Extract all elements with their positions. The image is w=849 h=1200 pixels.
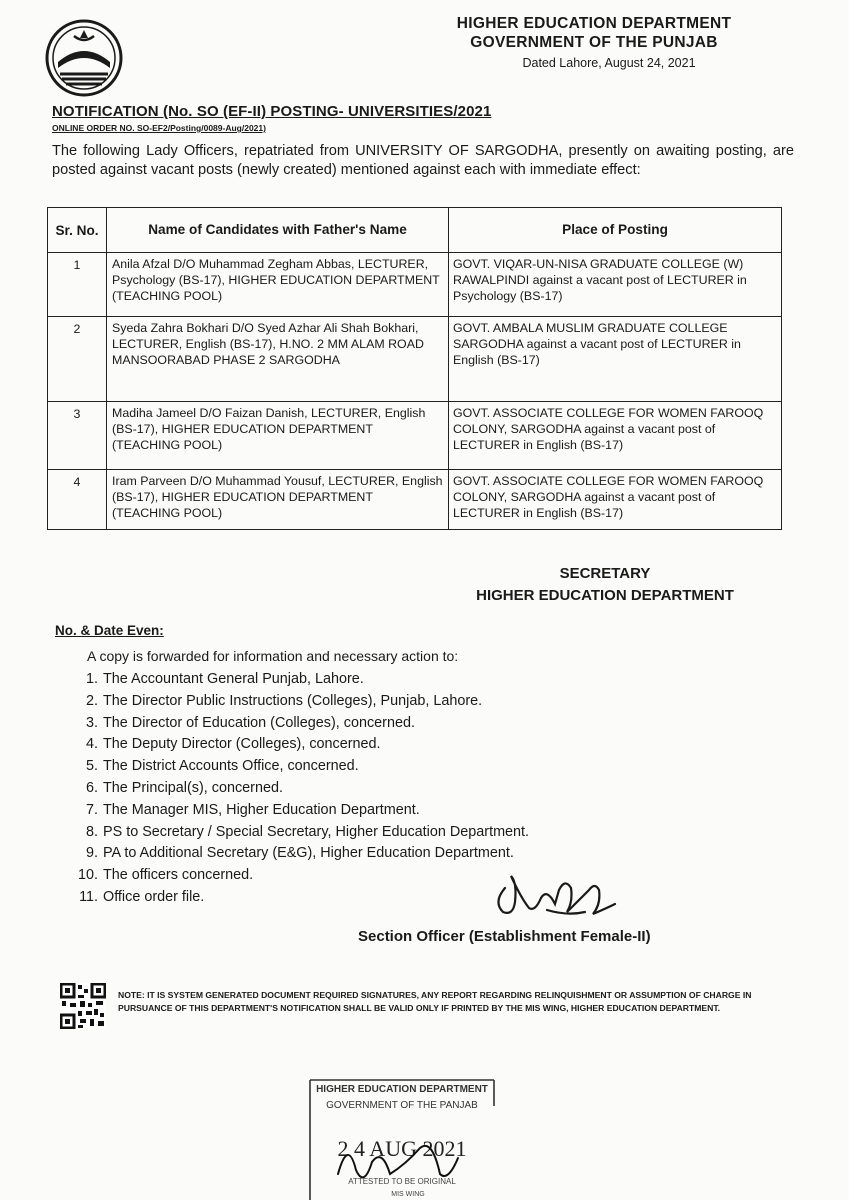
list-item-number: 7. <box>85 801 98 818</box>
row-sr-no: 3 <box>48 402 107 470</box>
letterhead <box>360 14 828 74</box>
department-name: HIGHER EDUCATION DEPARTMENT <box>456 15 732 32</box>
list-item <box>72 713 529 735</box>
list-item <box>72 887 529 909</box>
list-item-text: The Director Public Instructions (Colleges), Punjab, Lahore. <box>103 692 483 709</box>
list-item-text: PA to Additional Secretary (E&G), Higher Education Department. <box>103 845 514 862</box>
handwritten-signature <box>485 868 635 926</box>
table-row <box>48 317 782 402</box>
row-sr-no: 2 <box>48 317 107 402</box>
list-item-text: The Deputy Director (Colleges), concerned. <box>103 736 381 753</box>
secretary-block <box>440 563 770 607</box>
intro-paragraph: The following Lady Officers, repatriated from UNIVERSITY OF SARGODHA, presently on awaiting posting, are posted against vacant posts (newly created) mentioned against each with immediate effect: <box>52 143 794 178</box>
qr-code-icon <box>60 983 106 1029</box>
row-sr-no: 1 <box>48 253 107 317</box>
row-sr-no: 4 <box>48 470 107 530</box>
list-item <box>72 843 529 865</box>
table-row <box>48 253 782 317</box>
row-candidate-name: Iram Parveen D/O Muhammad Yousuf, LECTURER, English (BS-17), HIGHER EDUCATION DEPARTMENT (TEACHING POOL) <box>107 470 449 530</box>
list-item-number: 2. <box>85 692 98 709</box>
government-name: GOVERNMENT OF THE PUNJAB <box>470 34 718 51</box>
list-item-text: The Director of Education (Colleges), concerned. <box>103 714 415 731</box>
stamp-line-2: GOVERNMENT OF THE PANJAB <box>326 1100 478 1111</box>
list-item <box>72 800 529 822</box>
table-row <box>48 402 782 470</box>
list-item <box>72 778 529 800</box>
stamp-line-5: MIS WING <box>391 1191 425 1198</box>
list-item-number: 4. <box>85 736 98 753</box>
list-item-number: 9. <box>85 845 98 862</box>
notification-title: NOTIFICATION (No. SO (EF-II) POSTING- UNIVERSITIES/2021 <box>52 103 492 120</box>
list-item <box>72 756 529 778</box>
table-row <box>48 470 782 530</box>
row-place-of-posting: GOVT. ASSOCIATE COLLEGE FOR WOMEN FAROOQ COLONY, SARGODHA against a vacant post of LECTURER in English (BS-17) <box>449 470 782 530</box>
row-candidate-name: Madiha Jameel D/O Faizan Danish, LECTURER, English (BS-17), HIGHER EDUCATION DEPARTMENT (TEACHING POOL) <box>107 402 449 470</box>
list-item-number: 3. <box>85 714 98 731</box>
stamp-date: 2 4 AUG 2021 <box>337 1136 467 1161</box>
list-item-number: 1. <box>85 671 98 687</box>
list-item-text: PS to Secretary / Special Secretary, Higher Education Department. <box>103 823 530 840</box>
list-item-text: The District Accounts Office, concerned. <box>103 758 359 775</box>
row-place-of-posting: GOVT. VIQAR-UN-NISA GRADUATE COLLEGE (W) RAWALPINDI against a vacant post of LECTURER in Psychology (BS-17) <box>449 253 782 317</box>
list-item-text: Office order file. <box>103 888 205 905</box>
row-place-of-posting: GOVT. ASSOCIATE COLLEGE FOR WOMEN FAROOQ COLONY, SARGODHA against a vacant post of LECTURER in English (BS-17) <box>449 402 782 470</box>
list-item-number: 5. <box>85 758 98 775</box>
row-candidate-name: Anila Afzal D/O Muhammad Zegham Abbas, LECTURER, Psychology (BS-17), HIGHER EDUCATION DEPARTMENT (TEACHING POOL) <box>107 253 449 317</box>
list-item-text: The Principal(s), concerned. <box>103 779 283 796</box>
list-item <box>72 865 529 887</box>
list-item-number: 6. <box>85 779 98 796</box>
punjab-government-logo <box>44 18 124 98</box>
stamp-line-1: HIGHER EDUCATION DEPARTMENT <box>316 1084 488 1095</box>
table-header-row <box>48 208 782 253</box>
list-item <box>72 734 529 756</box>
list-item <box>72 822 529 844</box>
row-candidate-name: Syeda Zahra Bokhari D/O Syed Azhar Ali Shah Bokhari, LECTURER, English (BS-17), H.NO. 2 MM ALAM ROAD MANSOORABAD PHASE 2 SARGODHA <box>107 317 449 402</box>
list-item-text: The Accountant General Punjab, Lahore. <box>103 671 364 687</box>
list-item <box>72 669 529 691</box>
secretary-department: HIGHER EDUCATION DEPARTMENT <box>476 587 734 604</box>
dated-line: Dated Lahore, August 24, 2021 <box>522 56 696 70</box>
no-date-even: No. & Date Even: <box>55 623 164 638</box>
copy-forwarded-line: A copy is forwarded for information and necessary action to: <box>87 648 459 664</box>
secretary-title: SECRETARY <box>559 565 651 582</box>
stamp-line-4: ATTESTED TO BE ORIGINAL <box>348 1177 456 1186</box>
online-order-number: ONLINE ORDER NO. SO-EF2/Posting/0089-Aug/2021) <box>52 123 266 133</box>
list-item <box>72 691 529 713</box>
header-candidate-name: Name of Candidates with Father's Name <box>107 208 449 253</box>
list-item-number: 11. <box>79 888 98 905</box>
attestation-stamp <box>308 1078 496 1200</box>
distribution-list <box>72 669 529 909</box>
list-item-number: 10. <box>77 867 98 884</box>
list-item-number: 8. <box>85 823 98 840</box>
list-item-text: The officers concerned. <box>103 867 254 884</box>
list-item-text: The Manager MIS, Higher Education Department. <box>103 801 420 818</box>
posting-table <box>47 207 782 530</box>
section-officer-title: Section Officer (Establishment Female-II) <box>358 928 651 945</box>
header-sr-no: Sr. No. <box>48 208 107 253</box>
system-generated-note: NOTE: IT IS SYSTEM GENERATED DOCUMENT REQUIRED SIGNATURES, ANY REPORT REGARDING RELINQUISHMENT OR ASSUMPTION OF CHARGE IN PURSUANCE OF THIS DEPARTMENT'S NOTIFICATION SHALL BE VALID ONLY IF PRINTED BY THE MIS WING, HIGHER EDUCATION DEPARTMENT. <box>118 990 752 1013</box>
header-place-of-posting: Place of Posting <box>449 208 782 253</box>
row-place-of-posting: GOVT. AMBALA MUSLIM GRADUATE COLLEGE SARGODHA against a vacant post of LECTURER in English (BS-17) <box>449 317 782 402</box>
